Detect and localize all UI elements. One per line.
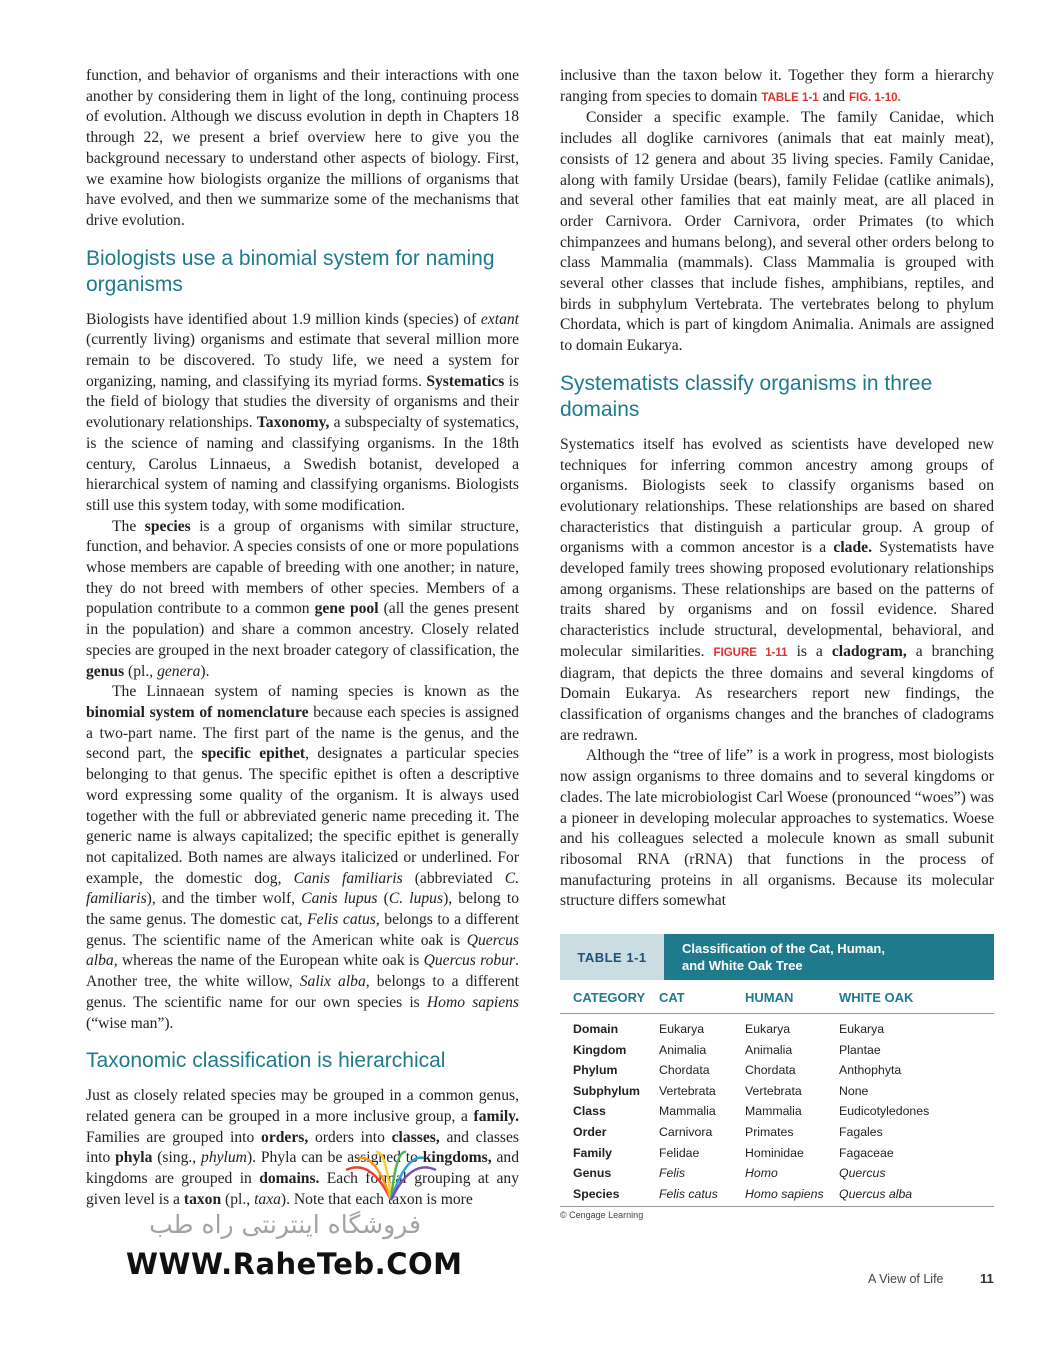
paragraph: Consider a specific example. The family Canidae, which includes all doglike carnivores (animals that eat mainly meat), consists of 12 genera and about 35 living species. Family Canidae, along with family Ursidae (bears), family Felidae (catlike animals), and several other families that eat mainly meat, are all placed in order Carnivora. Order Carnivora, order Primates (to which chimpanzees and humans belong), and several other orders belong to class Mammalia (mammals). Class Mammalia is grouped with several other classes that include fishes, amphibians, reptiles, and birds in subphylum Vertebrata. The vertebrates belong to phylum Chordata, which is part of kingdom Animalia. Animals are assigned to domain Eukarya.	[560, 109, 994, 355]
table-cell: Felidae	[659, 1145, 700, 1160]
table-cell: Quercus	[839, 1166, 886, 1181]
table-cell: Order	[573, 1124, 607, 1139]
table-cell: Homo sapiens	[745, 1186, 824, 1201]
table-credit: © Cengage Learning	[560, 1210, 644, 1221]
table-cell: Felis catus	[659, 1186, 718, 1201]
table-cell: Fagales	[839, 1124, 883, 1139]
table-row	[560, 1143, 994, 1164]
table-cell: Species	[573, 1186, 620, 1201]
table-row	[560, 1101, 994, 1122]
book-logo-icon	[336, 1148, 446, 1208]
running-footer: A View of Life	[868, 1272, 944, 1286]
paragraph: function, and behavior of organisms and their interactions with one another by considering them in light of the long, continuing process of evolution. Although we discuss evolution in depth in Chapters 18 through 22, we present a brief overview here to give you the background necessary to understand other aspects of biology. First, we examine how biologists organize the millions of organisms that have evolved, and then we summarize some of the mechanisms that drive evolution.	[86, 67, 519, 229]
paragraph: The Linnaean system of naming species is known as the binomial system of nomenclature because each species is assigned a two-part name. The first part of the name is the genus, and the second part, the specific epithet, designates a particular species belonging to that genus. The specific epithet is often a descriptive word expressing some quality of the organism. It is always used together with the full or abbreviated generic name preceding it. The generic name is always capitalized; the specific epithet is generally not capitalized. Both names are always italicized or underlined. For example, the domestic dog, Canis familiaris (abbreviated C. familiaris), and the timber wolf, Canis lupus (C. lupus), belong to the same genus. The domestic cat, Felis catus, belongs to a different genus. The scientific name of the American white oak is Quercus alba, whereas the name of the European white oak is Quercus robur. Another tree, the white willow, Salix alba, belongs to a different genus. The scientific name for our own species is Homo sapiens (“wise man”).	[86, 683, 520, 1032]
table-cell: Kingdom	[573, 1042, 627, 1057]
table-row	[560, 1060, 994, 1081]
table-cell: Anthophyta	[839, 1063, 902, 1078]
table-cell: Subphylum	[573, 1083, 640, 1098]
page-number: 11	[980, 1271, 994, 1286]
classification-table	[560, 934, 994, 1220]
paragraph: Just as closely related species may be grouped in a common genus, related genera can be grouped in a more inclusive group, a family. Families are grouped into orders, orders into classes, and classes into phyla (sing., phylum). Phyla can be assigned to kingdoms, and kingdoms are grouped in domains. Each formal grouping at any given level is a taxon (pl., taxa). Note that each taxon is more	[86, 1087, 519, 1208]
table-cell: Felis	[659, 1166, 685, 1181]
table-row	[560, 1163, 994, 1184]
table-cell: Vertebrata	[659, 1083, 716, 1098]
paragraph: Biologists have identified about 1.9 million kinds (species) of extant (currently living) organisms and estimate that several million more remain to be discovered. To study life, we need a system for organizing, naming, and classifying its myriad forms. Systematics is the field of biology that studies the diversity of organisms and their evolutionary relationships. Taxonomy, a subspecialty of systematics, is the science of naming and classifying organisms. In the 18th century, Carolus Linnaeus, a Swedish botanist, developed a hierarchical system of naming and classifying organisms. Biologists still use this system today, with some modification.	[86, 310, 520, 514]
table-header	[560, 934, 994, 980]
table-row	[560, 1019, 994, 1040]
table-cell: Family	[573, 1145, 612, 1160]
table-row	[560, 1184, 994, 1205]
table-cell: Quercus alba	[839, 1186, 913, 1201]
table-column-headers	[560, 990, 994, 1014]
table-cell: Animalia	[659, 1042, 707, 1057]
table-cell: Plantae	[839, 1042, 881, 1057]
column-header: CAT	[659, 990, 685, 1005]
table-cell: Vertebrata	[745, 1083, 802, 1098]
section-heading: Taxonomic classification is hierarchical	[86, 1049, 446, 1073]
table-cell: Animalia	[745, 1042, 793, 1057]
paragraph: The species is a group of organisms with similar structure, function, and behavior. A species consists of one or more populations whose members are capable of breeding with one another; in nature, they do not breed with members of other species. Members of a population contribute to a common gene pool (all the genes present in the population) and share a common ancestry. Closely related species are grouped in the next broader category of classification, the genus (pl., genera).	[86, 517, 519, 680]
table-cell: Eukarya	[659, 1022, 705, 1036]
figure-reference-link[interactable]: FIG. 1-10.	[848, 91, 901, 104]
paragraph: Although the “tree of life” is a work in progress, most biologists now assign organisms to three domains and to several kingdoms or clades. The late microbiologist Carl Woese (pronounced “woes”) was a pioneer in developing molecular approaches to systematics. Woese and his colleagues selected a molecule known as small subunit ribosomal RNA (rRNA) that functions in the process of manufacturing proteins in all organisms. Because its molecular structure differs somewhat	[560, 747, 994, 910]
table-cell: Carnivora	[659, 1124, 713, 1139]
watermark-persian: فروشگاه اینترنتی راه طب	[149, 1210, 421, 1239]
table-cell: Mammalia	[745, 1104, 802, 1119]
figure-reference-link[interactable]: FIGURE 1-11	[713, 646, 788, 659]
table-cell: Genus	[573, 1166, 612, 1181]
section-heading: Systematists classify organisms in three domains	[560, 371, 933, 421]
paragraph: Systematics itself has evolved as scientists have developed new techniques for inferring common ancestry among groups of organisms. Biologists seek to classify organisms based on evolutionary relationships. These relationships are based on shared characteristics that distinguish a particular group. A group of organisms with a common ancestor is a clade. Systematists have developed family trees showing proposed evolutionary relationships among organisms. These relationships are based on the patterns of traits shared by organisms and on fossil evidence. Shared characteristics include structural, developmental, behavioral, and molecular similarities. FIGURE 1-11 is a cladogram, a branching diagram, that depicts the three domains and several kingdoms of Domain Eukarya. As researchers report new findings, the classification of organisms changes and the branches of cladograms are redrawn.	[560, 435, 994, 744]
table-cell: Eukarya	[745, 1022, 791, 1036]
paragraph: inclusive than the taxon below it. Together they form a hierarchy ranging from species to domain TABLE 1-1 and FIG. 1-10.	[560, 67, 994, 105]
table-cell: Primates	[745, 1124, 794, 1139]
table-cell: Homo	[745, 1166, 778, 1181]
table-row	[560, 1040, 994, 1061]
watermark-url: WWW.RaheTeb.COM	[126, 1247, 463, 1281]
table-cell: Mammalia	[659, 1104, 716, 1119]
table-cell: Eudicotyledones	[839, 1104, 930, 1119]
column-header: HUMAN	[745, 990, 794, 1005]
table-cell: Eukarya	[839, 1022, 885, 1036]
left-column	[86, 66, 519, 1210]
table-cell: Hominidae	[745, 1145, 804, 1160]
table-cell: Chordata	[745, 1063, 796, 1078]
table-cell: Phylum	[573, 1063, 618, 1078]
right-column	[560, 66, 994, 912]
section-heading: Biologists use a binomial system for naming organisms	[86, 246, 495, 296]
table-cell: None	[839, 1083, 869, 1098]
table-title: Classification of the Cat, Human, and White Oak Tree	[664, 934, 994, 980]
table-cell: Domain	[573, 1022, 619, 1036]
table-reference-link[interactable]: TABLE 1-1	[761, 91, 819, 104]
table-label: TABLE 1-1	[560, 934, 664, 980]
table-cell: Fagaceae	[839, 1145, 894, 1160]
column-header: CATEGORY	[573, 990, 646, 1005]
table-row	[560, 1081, 994, 1102]
table-cell: Chordata	[659, 1063, 710, 1078]
table-cell: Class	[573, 1104, 606, 1119]
table-row	[560, 1122, 994, 1143]
column-header: WHITE OAK	[839, 990, 914, 1005]
table-body	[560, 1014, 994, 1207]
